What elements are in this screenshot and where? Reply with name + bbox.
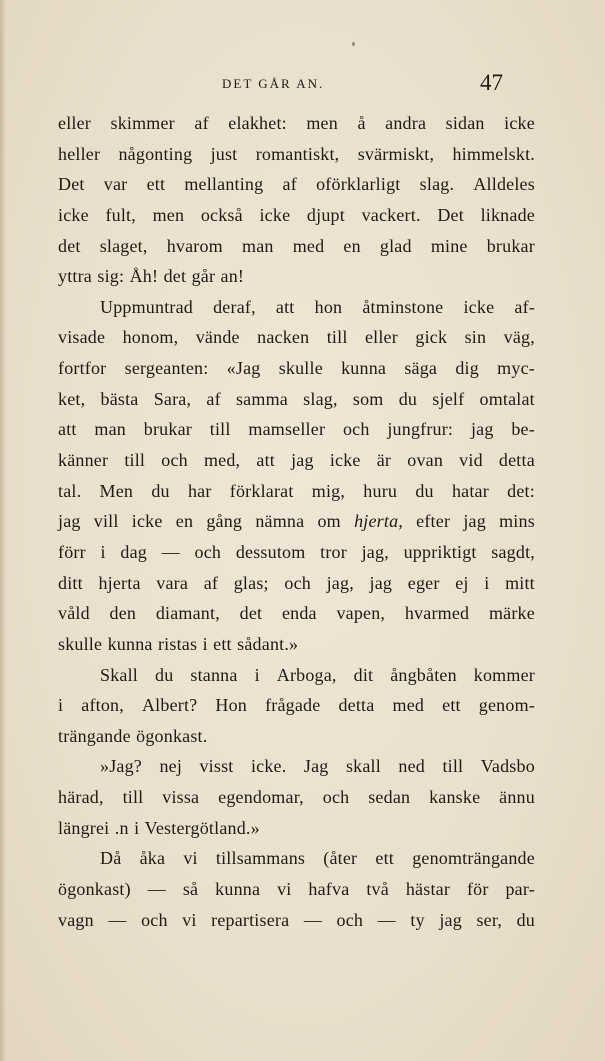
word: Åh!	[129, 266, 159, 287]
text-line	[58, 782, 535, 813]
word: säga	[404, 358, 438, 379]
word: med	[292, 235, 325, 256]
word: ett	[442, 695, 461, 716]
word: frågade	[265, 695, 321, 716]
word: icke.	[250, 756, 287, 777]
word: genomträngande	[412, 848, 535, 869]
word: slaget,	[99, 235, 148, 256]
word: skulle	[58, 633, 103, 654]
word: tror	[320, 541, 347, 562]
word: hvarom	[166, 235, 223, 256]
word: uppriktigt	[403, 541, 477, 562]
word: längrei	[58, 817, 110, 838]
word: i	[202, 633, 208, 654]
word: ännu	[499, 787, 535, 808]
word: detta	[498, 450, 535, 471]
text-line	[58, 660, 535, 691]
word: repartisera	[211, 909, 290, 930]
word: glad	[379, 235, 412, 256]
word: af	[282, 174, 297, 195]
word: —	[161, 541, 180, 562]
word: vill	[93, 511, 119, 532]
word: Arboga,	[276, 664, 337, 685]
text-line	[58, 261, 535, 292]
word: till	[442, 756, 464, 777]
word: vi	[277, 879, 292, 900]
word: —	[377, 909, 396, 930]
word: förklarat	[229, 480, 294, 501]
running-title: DET GÅR AN.	[222, 76, 325, 91]
text-line	[58, 690, 535, 721]
word: diamant,	[155, 603, 220, 624]
word: men	[306, 113, 338, 133]
word: dig	[455, 358, 479, 379]
word: kunna	[341, 358, 387, 379]
word: himmelskt.	[452, 143, 535, 164]
word: en	[343, 235, 361, 256]
text-line	[58, 384, 535, 415]
word: icke	[329, 450, 361, 471]
word: heller	[58, 143, 101, 164]
word: —	[147, 879, 166, 900]
text-line	[58, 506, 535, 537]
word: tal.	[58, 480, 82, 501]
word: ögonkast)	[58, 879, 131, 900]
text-line	[58, 843, 535, 874]
word: af	[203, 572, 219, 593]
text-line	[58, 322, 535, 353]
page-header	[0, 70, 605, 100]
word: just	[210, 143, 238, 164]
word: ett	[375, 848, 395, 869]
word: för	[466, 879, 489, 900]
word: å	[357, 113, 366, 133]
word: ser,	[476, 909, 503, 930]
word: mamseller	[248, 419, 326, 440]
word: vid	[459, 450, 483, 471]
word: i	[254, 664, 260, 685]
word: andra	[385, 113, 427, 133]
word: (åter	[323, 848, 358, 869]
word: visade	[58, 327, 106, 348]
word: om	[317, 511, 341, 532]
word: ögonkast.	[136, 725, 208, 746]
word: det	[239, 603, 263, 624]
word: ned	[398, 756, 425, 777]
word: an!	[220, 266, 245, 287]
text-line	[58, 813, 535, 844]
word: jag	[58, 511, 81, 532]
word: Hon	[215, 695, 248, 716]
word: sjelf	[432, 388, 465, 409]
word: kunna	[107, 633, 153, 654]
word: icke	[259, 204, 291, 225]
word: vi	[182, 909, 197, 930]
word: vände	[195, 327, 240, 348]
word: ristas	[157, 633, 198, 654]
word: till	[124, 450, 146, 471]
word: och	[284, 572, 311, 593]
text-line	[58, 108, 535, 139]
word: är	[376, 450, 392, 471]
word: väg,	[503, 327, 535, 348]
word: sagdt,	[491, 541, 535, 562]
word: sådant.»	[237, 633, 299, 654]
word: sergeanten:	[124, 358, 209, 379]
word: gick	[415, 327, 448, 348]
word: myc-	[497, 358, 535, 379]
word: jag	[291, 450, 314, 471]
word: icke	[131, 511, 163, 532]
word: man	[94, 419, 126, 440]
paper-speck	[352, 42, 355, 46]
text-line	[58, 169, 535, 200]
word: i	[134, 817, 140, 838]
word: också	[200, 204, 243, 225]
text-line	[58, 353, 535, 384]
word: «Jag	[226, 358, 261, 379]
word: icke	[463, 296, 495, 317]
word: du	[415, 480, 434, 501]
word: skimmer	[110, 113, 175, 133]
word: stanna	[190, 664, 238, 685]
text-line	[58, 139, 535, 170]
word: en	[175, 511, 194, 532]
word: fortfor	[58, 358, 107, 379]
word: och	[141, 909, 168, 930]
word: Sara,	[153, 388, 192, 409]
word: kommer	[473, 664, 535, 685]
word: elakhet:	[228, 113, 287, 133]
word: härad,	[58, 787, 104, 808]
word: mins	[499, 511, 535, 532]
word: skall	[345, 756, 381, 777]
word: vackert.	[361, 204, 421, 225]
word: till	[122, 787, 144, 808]
word: du	[151, 480, 170, 501]
word: icke	[504, 113, 535, 133]
word: och	[322, 787, 350, 808]
word: så	[182, 879, 199, 900]
word: hon	[314, 296, 343, 317]
word: Jag	[303, 756, 329, 777]
word: Då	[100, 848, 122, 869]
word: ett	[146, 174, 166, 195]
text-line	[58, 751, 535, 782]
word: hvarmed	[404, 603, 470, 624]
word: —	[108, 909, 127, 930]
text-line	[58, 721, 535, 752]
word: det	[58, 235, 81, 256]
word: du	[398, 388, 418, 409]
word: som	[352, 388, 384, 409]
word: åtminstone	[362, 296, 444, 317]
word: går	[191, 266, 216, 287]
word: enda	[281, 603, 317, 624]
word: eller	[364, 327, 398, 348]
word: och	[336, 909, 364, 930]
word: förr	[58, 541, 86, 562]
word: vapen,	[336, 603, 386, 624]
word: att	[256, 450, 275, 471]
word: yttra	[58, 266, 92, 287]
word: jag	[463, 511, 486, 532]
word: jag	[369, 572, 393, 593]
word: och	[194, 541, 222, 562]
word: romantiskt,	[255, 143, 340, 164]
word: känner	[58, 450, 109, 471]
word: ej	[455, 572, 469, 593]
word: Uppmuntrad	[100, 296, 193, 317]
word: huru	[363, 480, 398, 501]
word: fult,	[105, 204, 136, 225]
word: vagn	[58, 909, 94, 930]
word: »Jag?	[100, 756, 142, 777]
text-line	[58, 874, 535, 905]
word: hästar	[405, 879, 451, 900]
word: oförklarligt	[316, 174, 401, 195]
word: men	[152, 204, 185, 225]
word: dit	[353, 664, 374, 685]
word: ket,	[58, 388, 86, 409]
word: vissa	[162, 787, 200, 808]
text-line	[58, 629, 535, 660]
word: man	[242, 235, 274, 256]
text-line	[58, 568, 535, 599]
text-line	[58, 231, 535, 262]
word: brukar	[143, 419, 192, 440]
word: och	[342, 419, 370, 440]
word: märke	[488, 603, 535, 624]
word: nämna	[255, 511, 305, 532]
word: du	[155, 664, 174, 685]
word: har	[187, 480, 212, 501]
word: ditt	[58, 572, 83, 593]
word: glas;	[233, 572, 269, 593]
word: hjerta,	[354, 511, 403, 532]
text-line	[58, 476, 535, 507]
word: eller	[58, 113, 91, 133]
word: —	[303, 909, 323, 930]
word: mig,	[311, 480, 346, 501]
word: dessutom	[235, 541, 306, 562]
word: trängande	[58, 725, 131, 746]
text-line	[58, 905, 535, 936]
word: någonting	[118, 143, 193, 164]
word: nacken	[257, 327, 310, 348]
word: att	[275, 296, 295, 317]
word: jag	[439, 909, 462, 930]
word: två	[366, 879, 389, 900]
word: Skall	[100, 664, 139, 685]
word: det:	[507, 480, 535, 501]
word: kanske	[429, 787, 481, 808]
word: jag,	[326, 572, 354, 593]
word: du	[516, 909, 535, 930]
word: med,	[203, 450, 241, 471]
word: eger	[407, 572, 440, 593]
word: att	[58, 419, 77, 440]
word: kunna	[215, 879, 261, 900]
word: hafva	[308, 879, 350, 900]
word: i	[484, 572, 490, 593]
body-text	[58, 108, 535, 935]
word: vi	[183, 848, 198, 869]
word: jag	[470, 419, 494, 440]
word: be-	[511, 419, 535, 440]
text-line	[58, 414, 535, 445]
word: samma	[235, 388, 288, 409]
word: jungfrur:	[387, 419, 454, 440]
word: Det	[58, 174, 85, 195]
word: af	[194, 113, 209, 133]
word: sidan	[445, 113, 485, 133]
word: afton,	[81, 695, 124, 716]
word: dag	[120, 541, 147, 562]
page-number: 47	[480, 70, 503, 95]
word: Alldeles	[473, 174, 535, 195]
word: ett	[213, 633, 232, 654]
word: egendomar,	[218, 787, 304, 808]
word: jag,	[361, 541, 389, 562]
word: våld	[58, 603, 90, 624]
text-line	[58, 200, 535, 231]
word: hatar	[451, 480, 489, 501]
word: djupt	[306, 204, 345, 225]
word: skulle	[278, 358, 323, 379]
word: par-	[505, 879, 535, 900]
word: ty	[410, 909, 425, 930]
word: brukar	[486, 235, 535, 256]
word: mitt	[505, 572, 535, 593]
word: honom,	[122, 327, 179, 348]
word: till	[209, 419, 231, 440]
text-line	[58, 445, 535, 476]
word: i	[58, 695, 64, 716]
word: mellanting	[184, 174, 264, 195]
word: Det	[437, 204, 464, 225]
word: af-	[514, 296, 535, 317]
word: efter	[416, 511, 451, 532]
word: och	[161, 450, 188, 471]
word: mine	[430, 235, 468, 256]
word: omtalat	[479, 388, 535, 409]
word: liknade	[480, 204, 535, 225]
word: Vestergötland.»	[144, 817, 260, 838]
word: detta	[338, 695, 375, 716]
word: ovan	[407, 450, 444, 471]
word: det	[163, 266, 187, 287]
word: bästa	[100, 388, 139, 409]
word: hjerta	[98, 572, 141, 593]
word: sedan	[368, 787, 411, 808]
word: i	[100, 541, 106, 562]
text-line	[58, 292, 535, 323]
word: slag.	[419, 174, 455, 195]
word: tillsammans	[215, 848, 306, 869]
word: nej	[159, 756, 183, 777]
word: åka	[139, 848, 166, 869]
word: gång	[206, 511, 243, 532]
word: .n	[114, 817, 129, 838]
word: med	[392, 695, 425, 716]
word: ångbåten	[390, 664, 457, 685]
word: Vadsbo	[480, 756, 535, 777]
text-line	[58, 598, 535, 629]
word: af	[206, 388, 221, 409]
word: slag,	[303, 388, 338, 409]
word: deraf,	[213, 296, 256, 317]
word: svärmiskt,	[357, 143, 435, 164]
word: sig:	[97, 266, 125, 287]
page-spine-shadow	[0, 0, 6, 1061]
word: till	[326, 327, 348, 348]
word: var	[103, 174, 128, 195]
word: sin	[464, 327, 487, 348]
word: Albert?	[141, 695, 198, 716]
word: genom-	[478, 695, 535, 716]
word: visst	[199, 756, 234, 777]
word: den	[109, 603, 137, 624]
text-line	[58, 537, 535, 568]
word: Men	[99, 480, 134, 501]
word: vara	[156, 572, 189, 593]
word: icke	[58, 204, 89, 225]
